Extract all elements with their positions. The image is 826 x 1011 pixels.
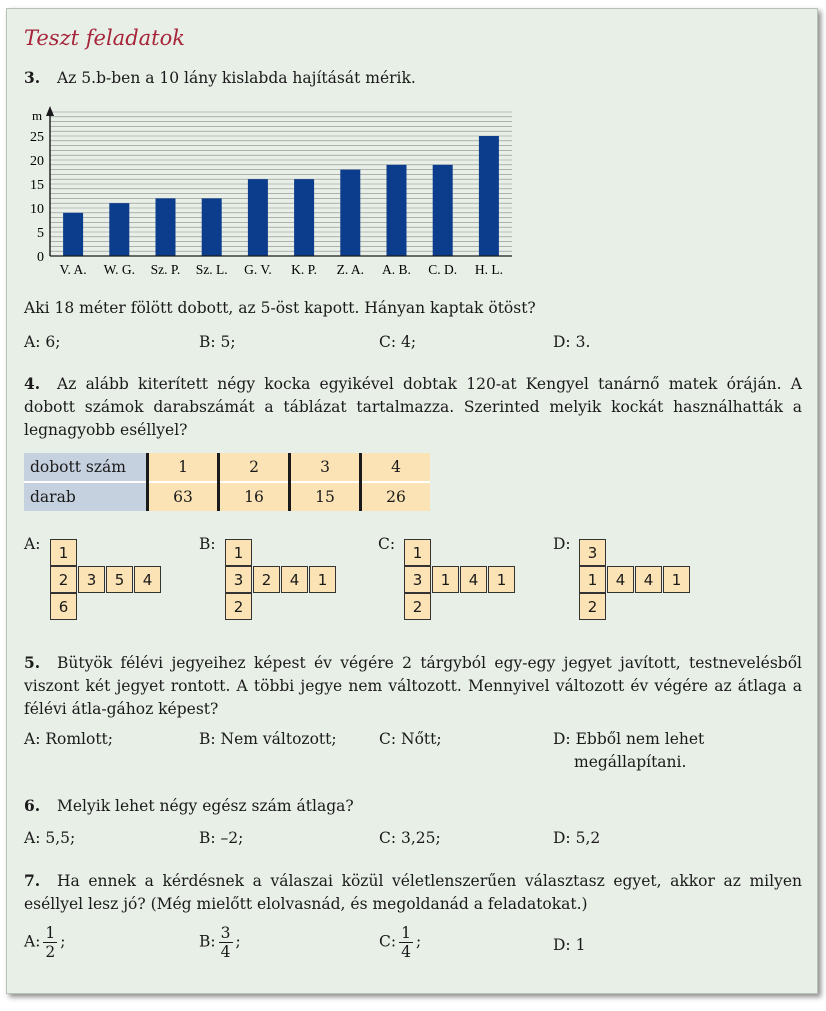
table-cell: 4 (361, 453, 431, 482)
q5-option-c[interactable]: C: Nőtt; (379, 730, 442, 748)
x-tick-label: G. V. (244, 262, 272, 277)
table-row (24, 453, 430, 482)
row-header: dobott szám (24, 453, 148, 482)
q7-option-c[interactable] (379, 924, 421, 961)
q5-option-b[interactable]: B: Nem változott; (199, 730, 337, 748)
x-tick-label: W. G. (103, 262, 135, 277)
option-suffix: ; (60, 932, 66, 951)
question-number: 4. (24, 374, 41, 393)
bar (433, 165, 453, 256)
net-cell: 5 (106, 566, 133, 593)
question-5 (24, 651, 802, 721)
y-tick-label: 0 (37, 250, 44, 265)
cube-net-c[interactable] (378, 535, 538, 625)
numerator: 1 (45, 924, 56, 942)
y-tick-label: 25 (30, 130, 44, 145)
table-row (24, 482, 430, 511)
option-suffix: ; (415, 932, 422, 951)
net-cell: 4 (635, 566, 662, 593)
x-tick-label: K. P. (291, 262, 318, 277)
net-cell: 6 (50, 593, 77, 620)
chart-bars (63, 136, 499, 256)
denominator: 2 (45, 943, 56, 961)
q3-option-d[interactable]: D: 3. (553, 333, 591, 351)
net-cell: 2 (253, 566, 280, 593)
bar (340, 170, 360, 256)
question-number: 7. (24, 871, 41, 890)
cube-net-b[interactable] (199, 535, 359, 625)
bar (248, 179, 268, 256)
table-cell: 2 (219, 453, 290, 482)
table-cell: 26 (361, 482, 431, 511)
bar (479, 136, 499, 256)
y-tick-label: 5 (37, 226, 44, 241)
net-label: D: (553, 535, 571, 553)
q7-option-d[interactable]: D: 1 (553, 936, 586, 954)
option-prefix: A: (24, 932, 41, 951)
denominator: 4 (220, 943, 231, 961)
table-cell: 15 (290, 482, 361, 511)
q5-option-a[interactable]: A: Romlott; (24, 730, 114, 748)
chart-y-tick-labels (30, 130, 44, 265)
q6-option-c[interactable]: C: 3,25; (379, 829, 441, 847)
net-cell: 1 (488, 566, 515, 593)
net-cell: 4 (607, 566, 634, 593)
x-tick-label: V. A. (59, 262, 87, 277)
net-cell: 2 (50, 566, 77, 593)
option-prefix: B: (199, 932, 216, 951)
net-cell: 4 (134, 566, 161, 593)
x-tick-label: H. L. (474, 262, 503, 277)
x-tick-label: Sz. L. (195, 262, 228, 277)
fraction (219, 924, 233, 961)
net-cell: 1 (50, 539, 77, 566)
page (6, 8, 818, 994)
x-tick-label: C. D. (428, 262, 458, 277)
x-tick-label: A. B. (382, 262, 411, 277)
x-tick-label: Sz. P. (150, 262, 181, 277)
net-label: A: (24, 535, 41, 553)
fraction (43, 924, 57, 961)
question-4 (24, 372, 802, 442)
cube-net-d[interactable] (553, 535, 713, 625)
question-number: 6. (24, 796, 41, 815)
section-title: Teszt feladatok (24, 26, 185, 50)
y-axis-arrow-icon (46, 106, 54, 116)
net-label: C: (378, 535, 396, 553)
option-prefix: C: (379, 932, 397, 951)
bar (109, 203, 129, 256)
net-cell: 4 (460, 566, 487, 593)
question-7 (24, 869, 802, 916)
option-text-continued: megállapítani. (574, 753, 687, 771)
question-text: Ha ennek a kérdésnek a válaszai közül véletlenszerűen választasz egyet, akkor az milyen eséllyel lesz jó? (Még mielőtt elolvasnád, és megoldanád a feladatokat.) (24, 872, 802, 913)
numerator: 3 (220, 924, 231, 942)
throw-bar-chart (24, 104, 524, 284)
question-text: Bütyök félévi jegyeihez képest év végére 2 tárgyból egy-egy jegyet javított, testnevelésből viszont két jegyet rontott. A többi jegye nem változott. Mennyivel változott év végére az átlaga a félévi átla-gához képest? (24, 654, 802, 718)
net-cell: 1 (579, 566, 606, 593)
question-text: Az 5.b-ben a 10 lány kislabda hajítását mérik. (57, 69, 416, 87)
net-label: B: (199, 535, 216, 553)
net-cell: 2 (579, 593, 606, 620)
y-tick-label: 10 (30, 202, 44, 217)
net-cell: 3 (225, 566, 252, 593)
numerator: 1 (401, 924, 411, 942)
bar (387, 165, 407, 256)
question-6 (24, 794, 804, 818)
question-3 (24, 66, 804, 90)
question-number: 3. (24, 68, 41, 87)
denominator: 4 (401, 943, 411, 961)
q6-option-d[interactable]: D: 5,2 (553, 829, 601, 847)
y-tick-label: 15 (30, 178, 44, 193)
net-cell: 1 (663, 566, 690, 593)
net-cell: 3 (78, 566, 105, 593)
row-header: darab (24, 482, 148, 511)
net-cell: 1 (404, 539, 431, 566)
table-cell: 63 (148, 482, 219, 511)
q6-option-a[interactable]: A: 5,5; (24, 829, 76, 847)
net-cell: 1 (432, 566, 459, 593)
question-3-prompt: Aki 18 méter fölött dobott, az 5-öst kapott. Hányan kaptak ötöst? (24, 299, 536, 317)
table-cell: 1 (148, 453, 219, 482)
net-cell: 1 (309, 566, 336, 593)
net-cell: 2 (404, 593, 431, 620)
net-cell: 3 (579, 539, 606, 566)
chart-x-tick-labels (60, 262, 503, 277)
q3-option-c[interactable]: C: 4; (379, 333, 417, 351)
table-cell: 16 (219, 482, 290, 511)
bar (294, 179, 314, 256)
net-cell: 3 (404, 566, 431, 593)
question-text: Az alább kiterített négy kocka egyikével dobtak 120-at Kengyel tanárnő matek óráján. A dobott számok darabszámát a táblázat tartalmazza. Szerinted melyik kockát használhatták a legnagyobb eséllyel? (24, 375, 802, 439)
q3-option-b[interactable]: B: 5; (199, 333, 236, 351)
net-cell: 2 (225, 593, 252, 620)
bar (202, 198, 222, 256)
option-suffix: ; (235, 932, 241, 951)
cube-net-a[interactable] (24, 535, 184, 625)
question-number: 5. (24, 653, 41, 672)
dice-frequency-table (24, 453, 430, 511)
q7-option-b[interactable] (199, 924, 241, 961)
q6-option-b[interactable]: B: –2; (199, 829, 244, 847)
bar (63, 213, 83, 256)
q7-option-a[interactable] (24, 924, 66, 961)
bar (156, 198, 176, 256)
table-cell: 3 (290, 453, 361, 482)
q3-option-a[interactable]: A: 6; (24, 333, 61, 351)
question-text: Melyik lehet négy egész szám átlaga? (57, 797, 354, 815)
x-tick-label: Z. A. (336, 262, 364, 277)
y-tick-label: 20 (30, 154, 44, 169)
fraction (399, 924, 413, 961)
net-cell: 1 (225, 539, 252, 566)
net-cell: 4 (281, 566, 308, 593)
y-axis-label: m (32, 108, 43, 123)
q5-option-d[interactable] (553, 728, 704, 774)
option-text: D: Ebből nem lehet (553, 730, 705, 748)
